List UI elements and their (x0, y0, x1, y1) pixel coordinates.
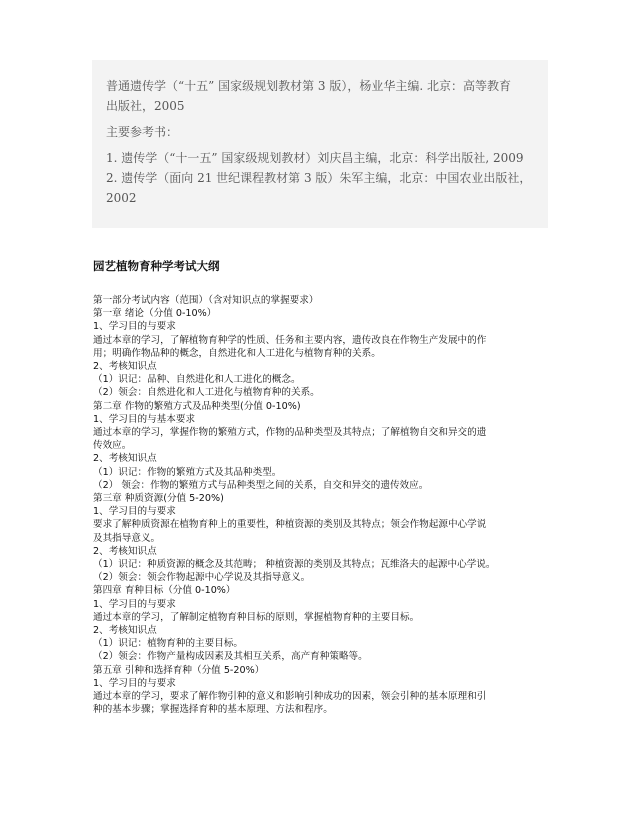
outline-line: 要求了解种质资源在植物育种上的重要性，种植资源的类别及其特点；领会作物起源中心学说 (93, 519, 487, 531)
outline-line: 第二章 作物的繁殖方式及品种类型(分值 0-10%) (93, 400, 301, 412)
exam-outline (93, 258, 553, 717)
textbook-line: 出版社，2005 (106, 99, 185, 113)
outline-line: 1、学习目的与要求 (93, 321, 176, 333)
outline-line: （2） 领会：作物的繁殖方式与品种类型之间的关系，自交和异交的遗传效应。 (93, 479, 429, 491)
outline-line: 1、学习目的与要求 (93, 677, 176, 689)
outline-line: 2、考核知识点 (93, 361, 157, 373)
scanned-reference-excerpt (92, 60, 548, 228)
references-heading: 主要参考书： (106, 125, 179, 139)
reference-item: 2. 遗传学（面向 21 世纪课程教材第 3 版）朱军主编，北京：中国农业出版社， (106, 171, 532, 185)
outline-line: 2、考核知识点 (93, 453, 157, 465)
outline-line: 通过本章的学习，了解植物育种学的性质、任务和主要内容，遗传改良在作物生产发展中的作 (93, 334, 487, 346)
outline-line: 用；明确作物品种的概念，自然进化和人工进化与植物育种的关系。 (93, 347, 381, 359)
outline-line: 1、学习目的与要求 (93, 598, 176, 610)
outline-line: 第四章 育种目标（分值 0-10%） (93, 585, 236, 597)
outline-line: 第一章 绪论（分值 0-10%） (93, 308, 217, 320)
outline-line: （1）识记：作物的繁殖方式及其品种类型。 (93, 466, 282, 478)
outline-line: （2）领会：作物产量构成因素及其相互关系，高产育种策略等。 (93, 651, 368, 663)
outline-line: 传效应。 (93, 440, 132, 452)
outline-line: 种的基本步骤；掌握选择育种的基本原理、方法和程序。 (93, 704, 333, 716)
outline-line: 通过本章的学习，要求了解作物引种的意义和影响引种成功的因素，领会引种的基本原理和引 (93, 691, 487, 703)
reference-item: 1. 遗传学（“十一五” 国家级规划教材）刘庆昌主编，北京：科学出版社, 2009 (106, 151, 524, 165)
outline-line: 2、考核知识点 (93, 625, 157, 637)
outline-line: （1）识记：种质资源的概念及其范畴； 种植资源的类别及其特点；瓦维洛夫的起源中心学说。 (93, 559, 496, 571)
outline-line: （2）领会：自然进化和人工进化与植物育种的关系。 (93, 387, 320, 399)
document-title: 园艺植物育种学考试大纲 (93, 259, 220, 273)
outline-line: 通过本章的学习，掌握作物的繁殖方式，作物的品种类型及其特点；了解植物自交和异交的遗 (93, 427, 487, 439)
outline-line: 2、考核知识点 (93, 545, 157, 557)
textbook-line: 普通遗传学（“十五” 国家级规划教材第 3 版），杨业华主编. 北京：高等教育 (106, 79, 511, 93)
outline-line: （1）识记：品种、自然进化和人工进化的概念。 (93, 374, 301, 386)
outline-line: 及其指导意义。 (93, 532, 161, 544)
outline-line: 1、学习目的与要求 (93, 506, 176, 518)
outline-line: （1）识记：植物育种的主要目标。 (93, 638, 244, 650)
outline-line: 第一部分考试内容（范围）（含对知识点的掌握要求） (93, 295, 319, 306)
reference-item: 2002 (106, 191, 137, 205)
outline-line: 第三章 种质资源(分值 5-20%) (93, 493, 224, 505)
outline-line: 通过本章的学习，了解制定植物育种目标的原则，掌握植物育种的主要目标。 (93, 611, 420, 623)
outline-content (93, 294, 553, 717)
outline-line: （2）领会：领会作物起源中心学说及其指导意义。 (93, 572, 311, 584)
outline-line: 1、学习目的与基本要求 (93, 413, 196, 425)
outline-line: 第五章 引种和选择育种（分值 5-20%） (93, 664, 265, 676)
